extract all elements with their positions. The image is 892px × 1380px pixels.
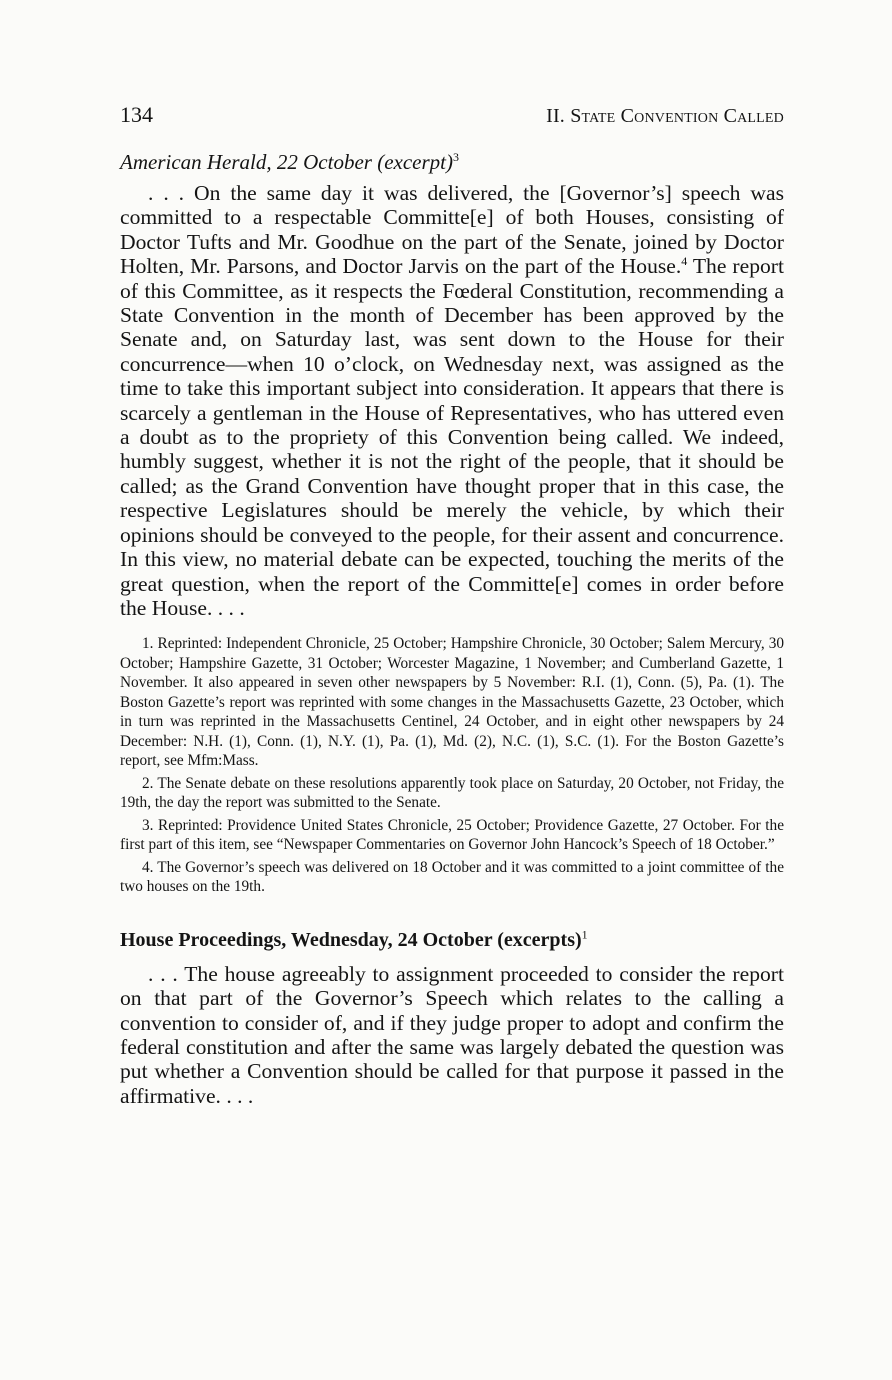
herald-heading-text: American Herald, 22 October (excerpt)	[120, 150, 453, 174]
herald-paragraph	[120, 181, 784, 620]
herald-text-part2: The report of this Committee, as it respects the Fœderal Constitution, recommending a State Convention in the month of December has been approved by the Senate and, on Saturday last, was sent down to the House for their concurrence—when 10 o’clock, on Wednesday next, was assigned as the time to take this important subject into consideration. It appears that there is scarcely a gentleman in the House of Representatives, who has uttered even a doubt as to the propriety of this Convention being called. We indeed, humbly suggest, whether it is not the right of the people, that it should be called; as the Grand Convention have thought proper that in this case, the respective Legislatures should be merely the vehicle, by which their opinions should be conveyed to the people, for their assent and concurrence. In this view, no material debate can be expected, touching the merits of the great question, when the report of the Committe[e] comes in order before the House. . . .	[120, 254, 784, 620]
footnote-4: 4. The Governor’s speech was delivered on 18 October and it was committed to a joint committee of the two houses on the 19th.	[120, 858, 784, 896]
house-text: . . . The house agreeably to assignment proceeded to consider the report on that part of the Governor’s Speech which relates to the calling a convention to consider of, and if they judge proper to adopt and confirm the federal constitution and after the same was largely debated the question was put whether a Convention should be called for that purpose it passed in the affirmative. . . .	[120, 961, 784, 1108]
house-heading-note-ref: 1	[581, 927, 588, 942]
footnotes	[120, 634, 784, 897]
running-head	[120, 102, 784, 128]
page-number: 134	[120, 102, 153, 127]
section-title: II. State Convention Called	[546, 105, 784, 127]
house-heading	[120, 929, 784, 952]
footnote-1: 1. Reprinted: Independent Chronicle, 25 October; Hampshire Chronicle, 30 October; Salem Mercury, 30 October; Hampshire Gazette, 31 October; Worcester Magazine, 1 November; and Cumberland Gazette, 1 November. It also appeared in seven other newspapers by 5 November: R.I. (1), Conn. (5), Pa. (1). The Boston Gazette’s report was reprinted with some changes in the Massachusetts Gazette, 23 October, which in turn was reprinted in the Massachusetts Centinel, 24 October, and in eight other newspapers by 24 December: N.H. (1), Conn. (1), N.Y. (1), Pa. (1), Md. (2), N.C. (1), S.C. (1). For the Boston Gazette’s report, see Mfm:Mass.	[120, 635, 784, 770]
house-heading-text: House Proceedings, Wednesday, 24 October (excerpts)	[120, 928, 582, 951]
herald-heading	[120, 150, 784, 175]
page	[120, 102, 784, 1108]
herald-note-ref: 4	[681, 254, 688, 269]
herald-text-part1: . . . On the same day it was delivered, the [Governor’s] speech was committed to a respectable Committe[e] of both Houses, consisting of Doctor Tufts and Mr. Goodhue on the part of the Senate, joined by Doctor Holten, Mr. Parsons, and Doctor Jarvis on the part of the House.	[120, 181, 784, 279]
footnote-3: 3. Reprinted: Providence United States Chronicle, 25 October; Providence Gazette, 27 October. For the first part of this item, see “Newspaper Commentaries on Governor John Hancock’s Speech of 18 October.”	[120, 816, 784, 854]
footnote-2: 2. The Senate debate on these resolutions apparently took place on Saturday, 20 October, not Friday, the 19th, the day the report was submitted to the Senate.	[120, 774, 784, 812]
herald-heading-note-ref: 3	[452, 150, 459, 164]
house-paragraph	[120, 962, 784, 1108]
